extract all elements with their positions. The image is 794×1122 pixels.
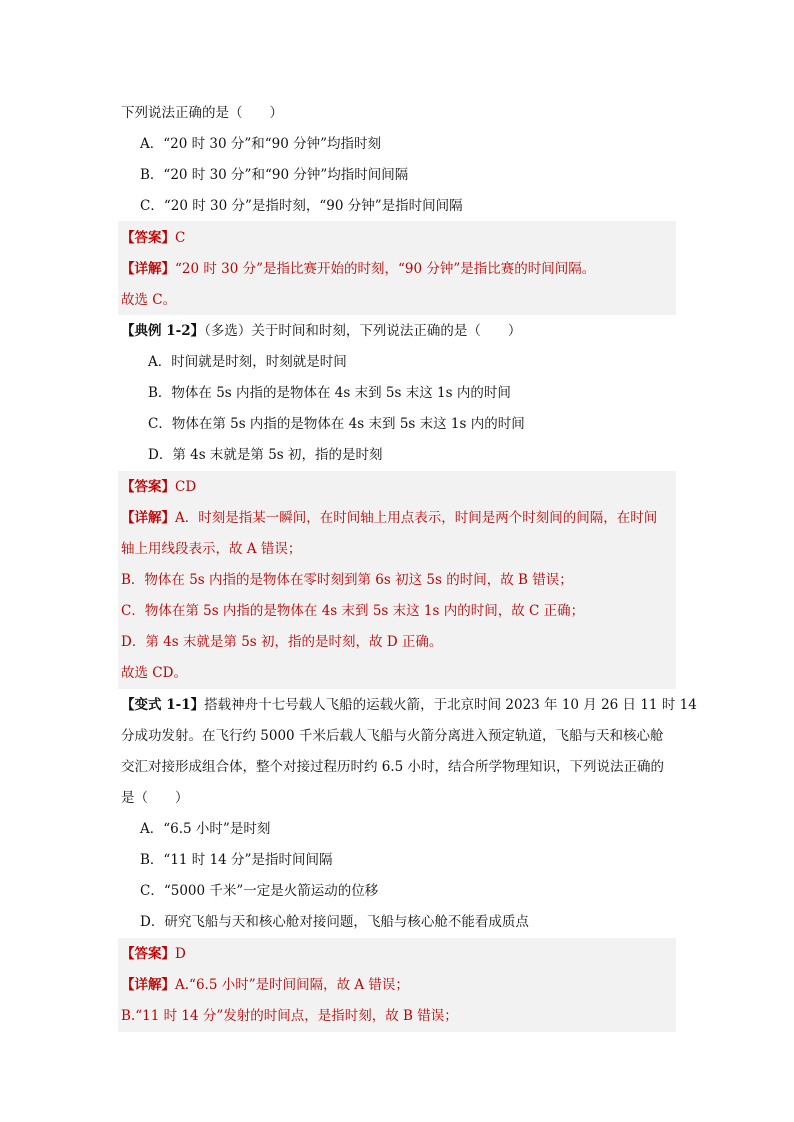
answer-value: CD (175, 479, 197, 495)
detail-text: B．物体在 5s 内指的是物体在零时刻到第 6s 初这 5s 的时间，故 B 错误； (121, 572, 573, 588)
option-d: D．第 4s 末就是第 5s 初，指的是时刻 (148, 447, 383, 463)
detail-text: D．第 4s 末就是第 5s 初，指的是时刻，故 D 正确。 (121, 634, 443, 650)
option-c: C．“20 时 30 分”是指时刻，“90 分钟”是指时间间隔 (140, 198, 463, 214)
detail-text: A．时刻是指某一瞬间，在时间轴上用点表示，时间是两个时刻间的间隔，在时间 (175, 510, 658, 526)
option-b: B．“11 时 14 分”是指时间间隔 (140, 852, 333, 868)
variant-tag: 【变式 1-1】 (121, 697, 205, 713)
question-text: 分成功发射。在飞行约 5000 千米后载人飞船与火箭分离进入预定轨道，飞船与天和核心舱 (121, 728, 664, 744)
question-text: 下列说法正确的是（ ） (121, 105, 283, 121)
question-text: 交汇对接形成组合体，整个对接过程历时约 6.5 小时，结合所学物理知识，下列说法正确的 (121, 759, 665, 775)
answer-line (121, 945, 186, 963)
conclusion-text: 故选 C。 (121, 292, 177, 308)
detail-line (121, 976, 409, 994)
question-text: 搭载神舟十七号载人飞船的运载火箭，于北京时间 2023 年 10 月 26 日 11 时 14 (204, 697, 697, 713)
detail-text: C．物体在第 5s 内指的是物体在 4s 末到 5s 末这 1s 内的时间，故 C 正确； (121, 603, 585, 619)
detail-label: 【详解】 (121, 261, 175, 277)
option-a: A．“6.5 小时”是时刻 (140, 821, 271, 837)
answer-value: D (175, 946, 186, 962)
option-d: D．研究飞船与天和核心舱对接问题，飞船与核心舱不能看成质点 (140, 914, 529, 930)
option-c: C．“5000 千米”一定是火箭运动的位移 (140, 883, 379, 899)
detail-line (121, 260, 595, 278)
detail-line (121, 509, 657, 527)
detail-text: “20 时 30 分”是指比赛开始的时刻，“90 分钟”是指比赛的时间间隔。 (175, 261, 596, 277)
answer-label: 【答案】 (121, 479, 175, 495)
question-line (121, 322, 521, 340)
question-line (121, 696, 697, 714)
option-c: C．物体在第 5s 内指的是物体在 4s 末到 5s 末这 1s 内的时间 (148, 416, 525, 432)
example-tag: 【典例 1-2】 (121, 323, 205, 339)
option-a: A．“20 时 30 分”和“90 分钟”均指时刻 (140, 136, 382, 152)
detail-label: 【详解】 (121, 977, 175, 993)
conclusion-text: 故选 CD。 (121, 665, 187, 681)
detail-text: A.“6.5 小时”是时间间隔，故 A 错误； (175, 977, 409, 993)
detail-text: B.“11 时 14 分”发射的时间点，是指时刻，故 B 错误； (121, 1008, 458, 1024)
question-text: 是（ ） (121, 790, 189, 806)
answer-line (121, 478, 196, 496)
answer-label: 【答案】 (121, 946, 175, 962)
option-b: B．“20 时 30 分”和“90 分钟”均指时间间隔 (140, 167, 409, 183)
answer-label: 【答案】 (121, 230, 175, 246)
option-a: A．时间就是时刻，时刻就是时间 (148, 354, 347, 370)
answer-line (121, 229, 185, 247)
detail-text: 轴上用线段表示，故 A 错误； (121, 541, 302, 557)
question-text: （多选）关于时间和时刻，下列说法正确的是（ ） (204, 323, 522, 339)
answer-value: C (175, 230, 186, 246)
detail-label: 【详解】 (121, 510, 175, 526)
option-b: B．物体在 5s 内指的是物体在 4s 末到 5s 末这 1s 内的时间 (148, 385, 511, 401)
